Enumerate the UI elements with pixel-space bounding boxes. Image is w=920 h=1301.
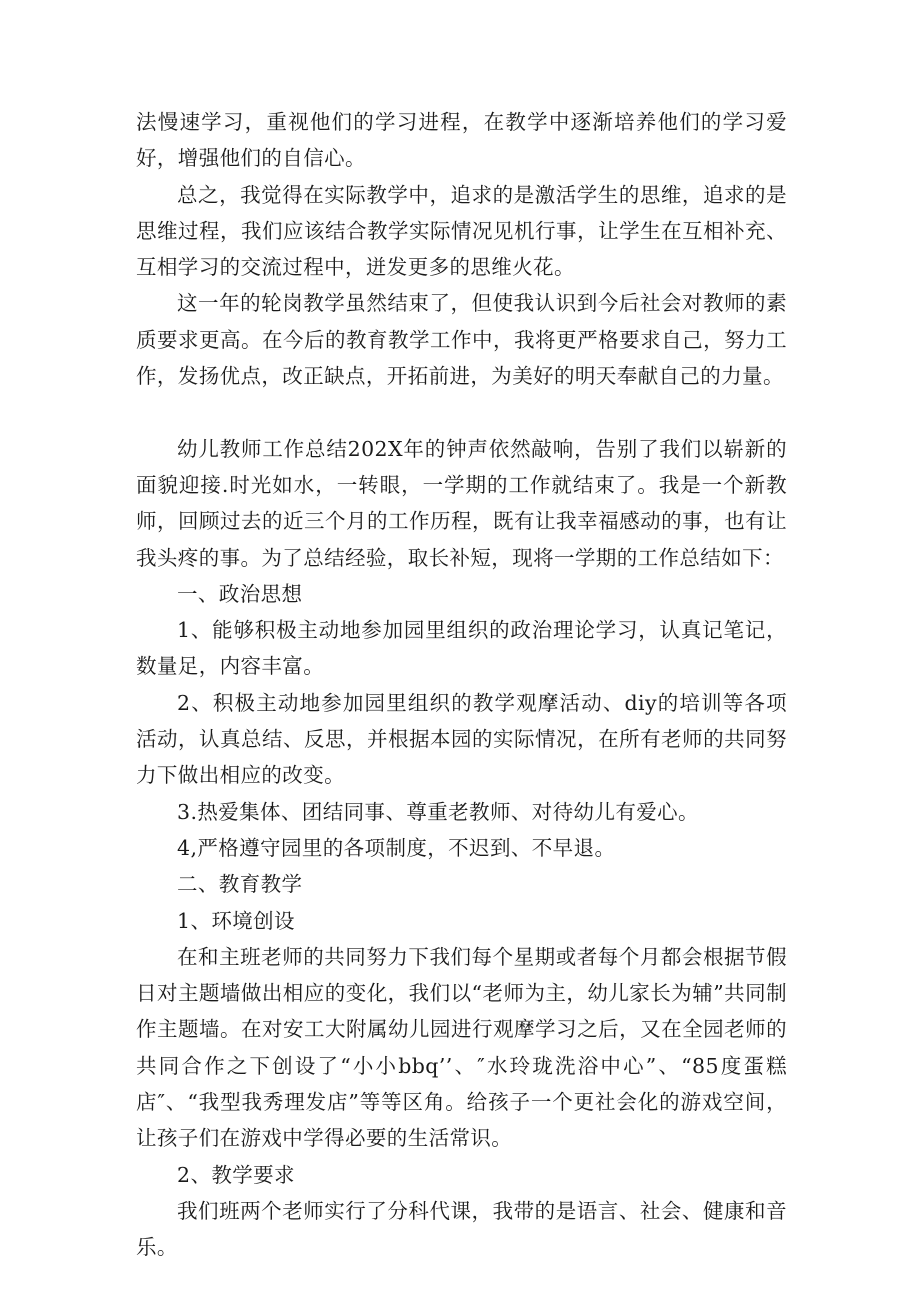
section-heading-politics: 一、政治思想: [177, 581, 303, 606]
document-body: [136, 104, 787, 1266]
list-item: 4,严格遵守园里的各项制度，不迟到、不早退。: [177, 835, 616, 860]
subheading-environment: 1、环境创设: [177, 908, 295, 933]
paragraph-environment: 在和主班老师的共同努力下我们每个星期或者每个月都会根据节假日对主题墙做出相应的变化，我们以“老师为主，幼儿家长为辅”共同制作主题墙。在对安工大附属幼儿园进行观摩学习之后，又在全园老师的共同合作之下创设了“小小bbq’’、″水玲珑洗浴中心”、“85度蛋糕店″、“我型我秀理发店”等等区角。给孩子一个更社会化的游戏空间，让孩子们在游戏中学得必要的生活常识。: [136, 944, 787, 1151]
list-item: 2、积极主动地参加园里组织的教学观摩活动、diy的培训等各项活动，认真总结、反思，并根据本园的实际情况，在所有老师的共同努力下做出相应的改变。: [136, 690, 787, 788]
section-heading-education: 二、教育教学: [177, 872, 303, 897]
paragraph-teaching: 我们班两个老师实行了分科代课，我带的是语言、社会、健康和音乐。: [136, 1198, 787, 1260]
subheading-teaching: 2、教学要求: [177, 1162, 295, 1187]
paragraph-gap: [136, 394, 787, 430]
paragraph-intro: 幼儿教师工作总结202X年的钟声依然敲响，告别了我们以崭新的面貌迎接.时光如水，一转眼，一学期的工作就结束了。我是一个新教师，回顾过去的近三个月的工作历程，既有让我幸福感动的事，也有让我头疼的事。为了总结经验，取长补短，现将一学期的工作总结如下：: [136, 436, 787, 570]
list-item: 1、能够积极主动地参加园里组织的政治理论学习，认真记笔记，数量足，内容丰富。: [136, 618, 787, 679]
paragraph-conclusion: 总之，我觉得在实际教学中，追求的是激活学生的思维，追求的是思维过程，我们应该结合教学实际情况见机行事，让学生在互相补充、互相学习的交流过程中，迸发更多的思维火花。: [136, 182, 787, 280]
paragraph-continuation: 法慢速学习，重视他们的学习进程，在教学中逐渐培养他们的学习爱好，增强他们的自信心。: [136, 110, 787, 171]
paragraph-rotation-summary: 这一年的轮岗教学虽然结束了，但使我认识到今后社会对教师的素质要求更高。在今后的教育教学工作中，我将更严格要求自己，努力工作，发扬优点，改正缺点，开拓前进，为美好的明天奉献自己的力量。: [136, 291, 787, 389]
list-item: 3.热爱集体、团结同事、尊重老教师、对待幼儿有爱心。: [177, 799, 699, 824]
